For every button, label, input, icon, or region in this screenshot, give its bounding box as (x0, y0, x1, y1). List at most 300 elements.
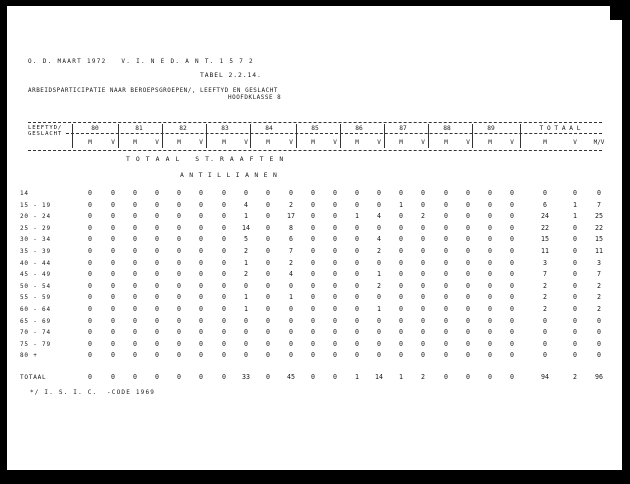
table-cell: 0 (333, 270, 337, 279)
table-cell: 25 (595, 212, 603, 221)
column-header-1: 81 (135, 125, 143, 132)
table-cell: 0 (199, 270, 203, 279)
table-cell: 2 (597, 305, 601, 313)
column-divider (520, 124, 521, 148)
table-cell: 0 (111, 223, 115, 232)
table-cell: 0 (222, 247, 226, 255)
table-cell: 0 (421, 223, 425, 232)
row-label: 40 - 44 (20, 259, 51, 267)
table-cell: 0 (111, 235, 115, 244)
sub-header-9: V (289, 139, 293, 146)
table-cell: 0 (377, 328, 381, 337)
table-cell: 0 (399, 223, 403, 232)
table-cell: 0 (88, 235, 92, 244)
table-cell: 0 (222, 258, 226, 267)
table-cell: 0 (333, 189, 337, 197)
table-cell: 0 (311, 339, 315, 348)
footnote: */ I. S. I. C. -CODE 1969 (30, 389, 156, 396)
table-cell: 0 (111, 247, 115, 255)
table-cell: 2 (421, 373, 425, 381)
table-cell: 0 (573, 339, 577, 348)
table-cell: 0 (488, 293, 492, 302)
table-cell: 0 (399, 247, 403, 255)
table-cell: 1 (244, 258, 248, 267)
table-cell: 0 (111, 258, 115, 267)
table-cell: 0 (199, 258, 203, 267)
table-cell: 0 (355, 281, 359, 290)
table-cell: 0 (155, 281, 159, 290)
table-cell: 0 (244, 328, 248, 337)
table-cell: 0 (466, 316, 470, 325)
table-cell: 0 (133, 281, 137, 290)
table-cell: 0 (244, 281, 248, 290)
table-cell: 0 (289, 189, 293, 197)
table-cell: 0 (333, 212, 337, 221)
table-cell: 11 (595, 247, 603, 255)
table-cell: 0 (355, 200, 359, 209)
table-cell: 0 (355, 270, 359, 279)
sub-header-12: M (355, 139, 359, 146)
table-cell: 0 (155, 235, 159, 244)
table-cell: 0 (421, 200, 425, 209)
scan-border-bottom (0, 470, 630, 484)
table-cell: 11 (541, 247, 549, 255)
table-cell: 4 (377, 235, 381, 244)
table-cell: 1 (377, 305, 381, 313)
table-cell: 0 (421, 189, 425, 197)
table-cell: 0 (177, 270, 181, 279)
table-cell: 0 (444, 212, 448, 221)
table-cell: 0 (155, 293, 159, 302)
table-cell: 0 (177, 339, 181, 348)
table-cell: 0 (88, 247, 92, 255)
document-header: O. D. MAART 1972 V. I. N E D. A N T. 1 5 7 2 (28, 58, 254, 65)
table-cell: 0 (111, 293, 115, 302)
table-cell: 0 (133, 270, 137, 279)
table-cell: 33 (242, 373, 250, 381)
table-cell: 0 (266, 305, 270, 313)
table-cell: 94 (541, 373, 549, 381)
table-cell: 0 (488, 270, 492, 279)
table-number: TABEL 2.2.14. (200, 71, 262, 79)
table-cell: 5 (244, 235, 248, 244)
sub-header-5: V (199, 139, 203, 146)
table-cell: 0 (199, 212, 203, 221)
table-cell: 0 (289, 351, 293, 360)
table-cell: 0 (355, 316, 359, 325)
column-header-0: 80 (91, 125, 99, 132)
table-cell: 0 (444, 258, 448, 267)
table-cell: 0 (199, 328, 203, 337)
table-cell: 0 (222, 373, 226, 381)
table-cell: 0 (573, 328, 577, 337)
table-cell: 0 (573, 189, 577, 197)
table-cell: 0 (421, 351, 425, 360)
table-cell: 0 (199, 351, 203, 360)
column-header-label: LEEFTYD/ GESLACHT (28, 125, 63, 137)
table-cell: 0 (133, 293, 137, 302)
table-cell: 0 (399, 293, 403, 302)
table-cell: 0 (510, 223, 514, 232)
table-cell: 0 (466, 373, 470, 381)
table-cell: 0 (333, 247, 337, 255)
table-cell: 0 (377, 223, 381, 232)
table-cell: 1 (399, 200, 403, 209)
row-label: 15 - 19 (20, 201, 51, 209)
table-cell: 2 (377, 281, 381, 290)
table-cell: 0 (133, 212, 137, 221)
column-header-10: T O T A A L (539, 125, 581, 132)
table-cell: 0 (488, 200, 492, 209)
table-cell: 0 (543, 189, 547, 197)
table-cell: 0 (155, 373, 159, 381)
table-cell: 0 (510, 305, 514, 313)
table-cell: 0 (466, 305, 470, 313)
table-cell: 0 (488, 373, 492, 381)
table-cell: 0 (311, 212, 315, 221)
table-cell: 0 (444, 305, 448, 313)
table-cell: 0 (444, 373, 448, 381)
table-cell: 0 (444, 316, 448, 325)
table-cell: 1 (244, 293, 248, 302)
table-cell: 1 (244, 305, 248, 313)
sub-header-16: M (444, 139, 448, 146)
row-label: 60 - 64 (20, 306, 51, 313)
row-label: 35 - 39 (20, 248, 51, 255)
row-label: 70 - 74 (20, 329, 51, 337)
table-cell: 0 (510, 316, 514, 325)
table-cell: 0 (155, 316, 159, 325)
table-cell: 0 (510, 189, 514, 197)
table-cell: 0 (444, 270, 448, 279)
table-cell: 0 (88, 281, 92, 290)
table-cell: 0 (311, 316, 315, 325)
table-cell: 0 (311, 305, 315, 313)
table-cell: 0 (289, 339, 293, 348)
table-cell: 2 (421, 212, 425, 221)
table-cell: 0 (421, 247, 425, 255)
subsection-title: A N T I L L I A N E N (180, 171, 278, 179)
table-cell: 0 (266, 200, 270, 209)
table-title: ARBEIDSPARTICIPATIE NAAR BEROEPSGROEPEN/, LEEFTYD EN GESLACHT (28, 88, 278, 94)
table-cell: 0 (573, 281, 577, 290)
table-cell: 0 (355, 339, 359, 348)
table-cell: 0 (377, 189, 381, 197)
scan-border-corner (610, 0, 630, 20)
table-cell: 0 (510, 339, 514, 348)
table-cell: 0 (444, 293, 448, 302)
table-cell: 0 (377, 293, 381, 302)
table-cell: 0 (333, 293, 337, 302)
table-cell: 0 (510, 373, 514, 381)
table-cell: 0 (111, 281, 115, 290)
table-cell: 0 (133, 328, 137, 337)
table-cell: 0 (133, 223, 137, 232)
table-cell: 0 (597, 351, 601, 360)
table-cell: 0 (133, 258, 137, 267)
table-cell: 0 (289, 305, 293, 313)
table-cell: 0 (222, 351, 226, 360)
table-cell: 0 (444, 235, 448, 244)
table-cell: 0 (573, 258, 577, 267)
table-cell: 0 (466, 189, 470, 197)
table-cell: 0 (510, 258, 514, 267)
header-rule-top (28, 122, 602, 123)
table-cell: 0 (199, 316, 203, 325)
table-cell: 0 (88, 212, 92, 221)
table-cell: 0 (266, 247, 270, 255)
table-cell: 0 (488, 305, 492, 313)
table-cell: 0 (421, 328, 425, 337)
table-cell: 0 (222, 305, 226, 313)
table-cell: 0 (177, 212, 181, 221)
table-cell: 2 (543, 293, 547, 302)
table-cell: 2 (573, 373, 577, 381)
table-cell: 2 (244, 247, 248, 255)
table-cell: 2 (597, 281, 601, 290)
table-cell: 0 (573, 235, 577, 244)
table-cell: 0 (399, 258, 403, 267)
table-cell: 0 (573, 316, 577, 325)
table-cell: 0 (421, 270, 425, 279)
table-cell: 0 (133, 247, 137, 255)
table-cell: 0 (421, 281, 425, 290)
row-label: 75 - 79 (20, 340, 51, 348)
sub-header-18: M (488, 139, 492, 146)
table-cell: 0 (597, 189, 601, 197)
table-cell: 0 (597, 328, 601, 337)
table-cell: 0 (111, 270, 115, 279)
sub-header-21: V (573, 139, 577, 146)
table-cell: 0 (466, 247, 470, 255)
table-cell: 0 (222, 200, 226, 209)
table-cell: 0 (289, 281, 293, 290)
table-cell: 0 (289, 316, 293, 325)
table-cell: 0 (266, 270, 270, 279)
sub-header-22: M/V (593, 139, 605, 146)
sub-header-8: M (266, 139, 270, 146)
table-cell: 0 (355, 328, 359, 337)
table-cell: 0 (399, 339, 403, 348)
table-cell: 4 (244, 200, 248, 209)
table-cell: 0 (133, 189, 137, 197)
table-cell: 0 (399, 351, 403, 360)
table-cell: 0 (266, 293, 270, 302)
table-cell: 0 (88, 328, 92, 337)
table-cell: 8 (289, 223, 293, 232)
table-cell: 0 (155, 212, 159, 221)
table-cell: 0 (311, 351, 315, 360)
table-cell: 0 (466, 270, 470, 279)
sub-header-4: M (177, 139, 181, 146)
table-cell: 0 (333, 373, 337, 381)
table-cell: 2 (543, 305, 547, 313)
table-cell: 0 (88, 293, 92, 302)
table-cell: 0 (377, 258, 381, 267)
table-cell: 0 (266, 328, 270, 337)
table-cell: 0 (177, 235, 181, 244)
table-cell: 0 (355, 189, 359, 197)
sub-header-2: M (133, 139, 137, 146)
sub-header-14: M (399, 139, 403, 146)
sub-header-13: V (377, 139, 381, 146)
table-cell: 7 (597, 200, 601, 209)
table-cell: 0 (111, 316, 115, 325)
table-cell: 2 (377, 247, 381, 255)
table-cell: 0 (311, 258, 315, 267)
row-label: 45 - 49 (20, 271, 51, 279)
column-header-7: 87 (399, 125, 407, 132)
table-cell: 7 (597, 270, 601, 279)
row-label: 14 (20, 190, 29, 197)
table-cell: 3 (597, 258, 601, 267)
table-cell: 0 (543, 351, 547, 360)
table-cell: 0 (111, 328, 115, 337)
table-cell: 0 (266, 189, 270, 197)
table-cell: 6 (543, 200, 547, 209)
table-cell: 0 (377, 351, 381, 360)
table-cell: 0 (88, 223, 92, 232)
table-cell: 4 (377, 212, 381, 221)
table-cell: 0 (510, 212, 514, 221)
table-cell: 0 (573, 270, 577, 279)
table-cell: 0 (155, 305, 159, 313)
table-cell: 0 (111, 305, 115, 313)
row-label: 20 - 24 (20, 213, 51, 221)
table-cell: 0 (177, 258, 181, 267)
table-cell: 96 (595, 373, 603, 381)
table-cell: 0 (222, 339, 226, 348)
table-cell: 0 (222, 235, 226, 244)
table-cell: 0 (199, 189, 203, 197)
table-cell: 0 (399, 270, 403, 279)
row-label: TOTAAL (20, 374, 47, 381)
sub-header-6: M (222, 139, 226, 146)
row-label: 80 + (20, 352, 38, 360)
table-cell: 1 (573, 200, 577, 209)
sub-header-15: V (421, 139, 425, 146)
table-cell: 0 (222, 281, 226, 290)
table-cell: 0 (266, 258, 270, 267)
table-cell: 0 (573, 223, 577, 232)
table-cell: 0 (155, 258, 159, 267)
table-cell: 0 (543, 328, 547, 337)
table-cell: 0 (466, 235, 470, 244)
table-cell: 0 (444, 247, 448, 255)
table-cell: 15 (595, 235, 603, 244)
table-cell: 0 (377, 339, 381, 348)
table-cell: 0 (111, 339, 115, 348)
sub-header-19: V (510, 139, 514, 146)
table-cell: 0 (333, 351, 337, 360)
table-cell: 0 (488, 328, 492, 337)
sub-header-10: M (311, 139, 315, 146)
table-cell: 2 (244, 270, 248, 279)
table-cell: 2 (597, 293, 601, 302)
row-label: 30 - 34 (20, 236, 51, 244)
table-cell: 0 (573, 247, 577, 255)
table-cell: 0 (133, 235, 137, 244)
table-cell: 0 (466, 200, 470, 209)
table-cell: 0 (133, 305, 137, 313)
table-cell: 0 (199, 305, 203, 313)
table-cell: 0 (355, 223, 359, 232)
table-cell: 1 (377, 270, 381, 279)
scan-border-right (622, 0, 630, 484)
table-cell: 0 (333, 258, 337, 267)
table-cell: 0 (355, 235, 359, 244)
table-cell: 0 (155, 247, 159, 255)
table-cell: 2 (543, 281, 547, 290)
table-cell: 0 (111, 189, 115, 197)
column-header-9: 89 (487, 125, 495, 132)
table-cell: 0 (155, 223, 159, 232)
table-cell: 0 (222, 316, 226, 325)
header-rule-bottom (28, 150, 602, 151)
table-cell: 0 (266, 351, 270, 360)
table-cell: 0 (199, 247, 203, 255)
table-cell: 0 (466, 339, 470, 348)
table-cell: 17 (287, 212, 295, 221)
table-cell: 0 (573, 351, 577, 360)
table-cell: 0 (266, 316, 270, 325)
table-cell: 0 (377, 200, 381, 209)
row-label: 55 - 59 (20, 294, 51, 302)
table-cell: 0 (466, 328, 470, 337)
table-cell: 1 (289, 293, 293, 302)
table-cell: 2 (289, 200, 293, 209)
table-cell: 0 (266, 223, 270, 232)
table-cell: 0 (421, 293, 425, 302)
table-cell: 0 (333, 223, 337, 232)
column-header-3: 83 (221, 125, 229, 132)
table-cell: 0 (177, 293, 181, 302)
sub-header-7: V (244, 139, 248, 146)
row-label: 50 - 54 (20, 282, 51, 290)
table-cell: 2 (289, 258, 293, 267)
column-header-5: 85 (311, 125, 319, 132)
table-cell: 0 (111, 351, 115, 360)
table-cell: 0 (133, 316, 137, 325)
table-cell: 0 (266, 339, 270, 348)
table-cell: 0 (133, 200, 137, 209)
table-cell: 0 (88, 305, 92, 313)
sub-header-17: V (466, 139, 470, 146)
section-title: T O T A A L S T. R A A F T E N (126, 155, 285, 163)
table-cell: 1 (355, 373, 359, 381)
scan-border-top (0, 0, 630, 6)
table-cell: 0 (333, 316, 337, 325)
table-cell: 1 (244, 212, 248, 221)
table-cell: 14 (242, 223, 250, 232)
scan-border-left (0, 0, 7, 484)
table-cell: 0 (543, 316, 547, 325)
table-cell: 0 (444, 281, 448, 290)
table-cell: 0 (155, 351, 159, 360)
table-cell: 0 (488, 235, 492, 244)
table-cell: 0 (573, 305, 577, 313)
table-cell: 0 (333, 281, 337, 290)
table-cell: 0 (155, 270, 159, 279)
table-cell: 0 (88, 200, 92, 209)
table-cell: 1 (573, 212, 577, 221)
table-cell: 0 (333, 305, 337, 313)
table-cell: 0 (244, 316, 248, 325)
table-cell: 0 (466, 351, 470, 360)
table-cell: 0 (155, 189, 159, 197)
table-cell: 0 (266, 373, 270, 381)
row-label: 65 - 69 (20, 317, 51, 325)
